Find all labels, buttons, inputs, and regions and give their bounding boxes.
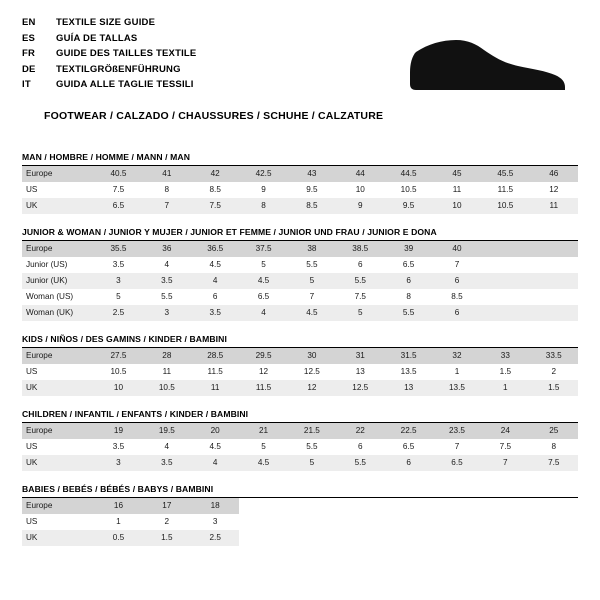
- table-row: [22, 380, 578, 396]
- cell: 7.5: [530, 455, 578, 471]
- cell: 1: [116, 517, 121, 526]
- cell: 42.5: [239, 166, 287, 182]
- cell: 27.5: [94, 348, 142, 364]
- cell: [481, 289, 529, 305]
- cell: 3.5: [191, 305, 239, 321]
- section-junior-woman: [22, 227, 578, 321]
- cell: 6.5: [257, 292, 270, 301]
- language-text-fr: GUIDE DES TAILLES TEXTILE: [56, 48, 197, 59]
- cell: 11: [530, 198, 578, 214]
- size-table-babies: [22, 498, 578, 546]
- cell: 3: [143, 305, 191, 321]
- cell: 46: [530, 166, 578, 182]
- cell: 11: [162, 367, 172, 376]
- cell: 4: [164, 260, 170, 269]
- cell: 22.5: [384, 423, 432, 439]
- cell-empty: [384, 514, 432, 530]
- cell: 38: [288, 241, 336, 257]
- size-table-man: [22, 166, 578, 214]
- language-row-en: [22, 16, 196, 32]
- cell: 5.5: [161, 292, 173, 301]
- cell: 44: [336, 166, 384, 182]
- cell: [530, 273, 578, 289]
- cell: 12: [258, 367, 269, 376]
- cell: 45.5: [481, 166, 529, 182]
- cell: 4.5: [239, 273, 287, 289]
- cell: 8.5: [451, 292, 463, 301]
- cell: 30: [288, 348, 336, 364]
- cell: 1.5: [499, 367, 512, 376]
- cell: 31.5: [384, 348, 432, 364]
- cell: 7.5: [191, 198, 239, 214]
- cell: 6: [384, 273, 432, 289]
- cell: 33: [481, 348, 529, 364]
- cell-empty: [481, 514, 529, 530]
- table-row: [22, 498, 578, 514]
- cell: 13.5: [433, 380, 481, 396]
- cell: 11.5: [239, 380, 287, 396]
- cell: 4.5: [209, 442, 221, 451]
- cell: 31: [336, 348, 384, 364]
- cell: 32: [433, 348, 481, 364]
- cell: 10.5: [143, 380, 191, 396]
- cell: 5.5: [384, 305, 432, 321]
- cell: 33.5: [530, 348, 578, 364]
- cell-empty: [239, 498, 287, 514]
- cell: 2.5: [94, 305, 142, 321]
- cell: 7: [454, 260, 460, 269]
- cell: 5: [336, 305, 384, 321]
- cell: 9.5: [384, 198, 432, 214]
- cell-empty: [288, 530, 336, 546]
- cell: 12.5: [336, 380, 384, 396]
- cell: 5: [116, 292, 121, 301]
- row-label: US: [26, 442, 38, 451]
- cell-empty: [239, 530, 287, 546]
- cell: 23.5: [433, 423, 481, 439]
- section-kids: [22, 334, 578, 396]
- table-row: [22, 455, 578, 471]
- cell: 16: [94, 498, 142, 514]
- row-label: UK: [22, 455, 94, 471]
- size-table-junior-woman: [22, 241, 578, 321]
- cell-empty: [481, 498, 529, 514]
- cell: 17: [143, 498, 191, 514]
- table-row: [22, 182, 578, 198]
- language-row-it: [22, 78, 196, 94]
- cell: 11: [191, 380, 239, 396]
- cell: 40.5: [94, 166, 142, 182]
- cell-empty: [530, 514, 578, 530]
- cell: 4.5: [239, 455, 287, 471]
- cell: [481, 273, 529, 289]
- cell: 8: [164, 185, 170, 194]
- cell: 6: [212, 292, 218, 301]
- cell: [481, 241, 529, 257]
- cell-empty: [433, 498, 481, 514]
- language-code-de: DE: [22, 63, 36, 75]
- cell-empty: [336, 498, 384, 514]
- cell: 36: [143, 241, 191, 257]
- language-text-de: TEXTILGRÖßENFÜHRUNG: [56, 63, 181, 75]
- cell: 19.5: [143, 423, 191, 439]
- cell: 2: [164, 517, 170, 526]
- table-row: [22, 305, 578, 321]
- cell: 5: [261, 442, 266, 451]
- row-label: Woman (UK): [22, 305, 94, 321]
- cell: 41: [143, 166, 191, 182]
- cell: 36.5: [191, 241, 239, 257]
- cell: 3.5: [143, 455, 191, 471]
- language-title-body: [22, 16, 196, 94]
- language-code-es: ES: [22, 32, 36, 44]
- cell: 10.5: [400, 185, 417, 194]
- section-title-children: CHILDREN / INFANTIL / ENFANTS / KINDER / BAMBINI: [22, 408, 249, 419]
- cell: 4: [239, 305, 287, 321]
- cell: 39: [384, 241, 432, 257]
- cell: 20: [191, 423, 239, 439]
- cell: 37.5: [239, 241, 287, 257]
- cell: 7: [454, 442, 460, 451]
- row-label: UK: [22, 530, 94, 546]
- cell: 4: [164, 442, 170, 451]
- cell: 45: [433, 166, 481, 182]
- row-label: Junior (UK): [22, 273, 94, 289]
- cell-empty: [239, 514, 287, 530]
- table-row: [22, 514, 578, 530]
- cell: 38.5: [336, 241, 384, 257]
- size-table-children: [22, 423, 578, 471]
- cell: 11: [452, 185, 462, 194]
- section-babies: [22, 484, 578, 546]
- table-row: [22, 289, 578, 305]
- row-label: US: [26, 367, 38, 376]
- cell: [481, 257, 529, 273]
- page-header: [0, 0, 600, 122]
- cell: [530, 241, 578, 257]
- cell: 5: [288, 273, 336, 289]
- cell-empty: [336, 514, 384, 530]
- cell: 6: [433, 273, 481, 289]
- table-row: [22, 241, 578, 257]
- cell: 7.5: [354, 292, 366, 301]
- cell: 5.5: [336, 455, 384, 471]
- cell-empty: [288, 498, 336, 514]
- cell: 43: [288, 166, 336, 182]
- cell: 22: [336, 423, 384, 439]
- cell: 10: [433, 198, 481, 214]
- cell: 10.5: [481, 198, 529, 214]
- row-label: Junior (US): [26, 260, 68, 269]
- cell: 21.5: [288, 423, 336, 439]
- cell: 2: [551, 367, 557, 376]
- row-label: UK: [22, 380, 94, 396]
- language-text-es: GUÍA DE TALLAS: [56, 32, 138, 44]
- cell: 9: [336, 198, 384, 214]
- row-label: UK: [22, 198, 94, 214]
- cell-empty: [336, 530, 384, 546]
- row-label: Europe: [22, 498, 94, 514]
- cell: 5.5: [306, 260, 318, 269]
- cell: 3: [212, 517, 218, 526]
- cell: 44.5: [384, 166, 432, 182]
- cell: 4.5: [288, 305, 336, 321]
- cell: 13: [355, 367, 365, 376]
- section-title-babies: BABIES / BEBÉS / BÉBÉS / BABYS / BAMBINI: [22, 483, 214, 494]
- cell-empty: [384, 498, 432, 514]
- row-label: US: [26, 517, 38, 526]
- cell-empty: [384, 530, 432, 546]
- cell: 6.5: [402, 442, 415, 451]
- cell: 4: [191, 273, 239, 289]
- cell: [481, 305, 529, 321]
- row-label: Europe: [22, 166, 94, 182]
- cell: 5.5: [336, 273, 384, 289]
- language-title-list: [22, 16, 196, 94]
- cell: [530, 257, 578, 273]
- cell-empty: [288, 514, 336, 530]
- cell: 8.5: [209, 185, 221, 194]
- cell: 1.5: [530, 380, 578, 396]
- cell: 3.5: [143, 273, 191, 289]
- cell: 7: [143, 198, 191, 214]
- cell: 6.5: [433, 455, 481, 471]
- row-label: Europe: [22, 423, 94, 439]
- cell: 8: [239, 198, 287, 214]
- language-code-it: IT: [22, 79, 31, 90]
- cell: 6: [433, 305, 481, 321]
- cell: 6: [357, 442, 363, 451]
- language-code-en: EN: [22, 17, 36, 28]
- cell-empty: [530, 530, 578, 546]
- cell: 10: [355, 185, 365, 194]
- cell: 7: [481, 455, 529, 471]
- language-row-fr: [22, 47, 196, 63]
- cell: 3.5: [112, 260, 125, 269]
- section-title-junior-woman: JUNIOR & WOMAN / JUNIOR Y MUJER / JUNIOR ET FEMME / JUNIOR UND FRAU / JUNIOR E DONA: [22, 226, 437, 237]
- language-text-it: GUIDA ALLE TAGLIE TESSILI: [56, 79, 194, 90]
- cell: 3.5: [112, 442, 125, 451]
- language-text-en: TEXTILE SIZE GUIDE: [56, 17, 156, 28]
- dress-shoe-icon: [372, 22, 572, 102]
- cell: 4: [191, 455, 239, 471]
- cell: 1: [481, 380, 529, 396]
- cell: 8: [551, 442, 557, 451]
- cell: 7: [309, 292, 315, 301]
- cell: 10: [94, 380, 142, 396]
- cell-empty: [481, 530, 529, 546]
- cell: 12: [549, 185, 559, 194]
- cell-empty: [433, 530, 481, 546]
- cell: 13: [384, 380, 432, 396]
- cell: 0.5: [94, 530, 142, 546]
- cell: [530, 305, 578, 321]
- row-label: Woman (US): [26, 292, 74, 301]
- table-row: [22, 257, 578, 273]
- section-title-man: MAN / HOMBRE / HOMME / MANN / MAN: [22, 151, 191, 162]
- cell: 8: [406, 292, 411, 301]
- cell: 18: [191, 498, 239, 514]
- language-code-fr: FR: [22, 48, 36, 59]
- cell: 21: [239, 423, 287, 439]
- cell: 24: [481, 423, 529, 439]
- cell: 12.5: [303, 367, 320, 376]
- table-row: [22, 198, 578, 214]
- cell: 42: [191, 166, 239, 182]
- cell: 7.5: [499, 442, 512, 451]
- cell: 6.5: [402, 260, 415, 269]
- size-sections: [0, 152, 600, 546]
- section-man: [22, 152, 578, 214]
- row-label: Europe: [22, 348, 94, 364]
- cell: 6: [384, 455, 432, 471]
- row-label: US: [26, 185, 38, 194]
- cell: 25: [530, 423, 578, 439]
- cell: 5: [261, 260, 266, 269]
- table-row: [22, 273, 578, 289]
- cell: 11.5: [497, 185, 513, 194]
- cell: 2.5: [191, 530, 239, 546]
- category-line: FOOTWEAR / CALZADO / CHAUSSURES / SCHUHE / CALZATURE: [44, 109, 384, 122]
- cell: [530, 289, 578, 305]
- cell: 9: [261, 185, 266, 194]
- cell: 8.5: [288, 198, 336, 214]
- cell: 13.5: [400, 367, 417, 376]
- cell: 19: [94, 423, 142, 439]
- cell-empty: [530, 498, 578, 514]
- cell: 11.5: [207, 367, 223, 376]
- cell: 35.5: [94, 241, 142, 257]
- section-title-kids: KIDS / NIÑOS / DES GAMINS / KINDER / BAMBINI: [22, 333, 227, 344]
- section-children: [22, 409, 578, 471]
- cell: 5: [288, 455, 336, 471]
- cell: 9.5: [306, 185, 318, 194]
- cell: 3: [94, 273, 142, 289]
- language-row-de: [22, 63, 196, 79]
- cell: 12: [288, 380, 336, 396]
- table-row: [22, 364, 578, 380]
- table-row: [22, 423, 578, 439]
- cell: 28.5: [191, 348, 239, 364]
- cell-empty: [433, 514, 481, 530]
- cell: 7.5: [112, 185, 125, 194]
- table-row: [22, 439, 578, 455]
- cell: 29.5: [239, 348, 287, 364]
- cell: 6.5: [94, 198, 142, 214]
- cell: 10.5: [110, 367, 127, 376]
- table-row: [22, 530, 578, 546]
- cell: 28: [143, 348, 191, 364]
- cell: 40: [433, 241, 481, 257]
- cell: 1.5: [143, 530, 191, 546]
- language-row-es: [22, 32, 196, 48]
- cell: 5.5: [306, 442, 318, 451]
- cell: 4.5: [209, 260, 221, 269]
- size-table-kids: [22, 348, 578, 396]
- cell: 1: [454, 367, 460, 376]
- row-label: Europe: [22, 241, 94, 257]
- cell: 3: [94, 455, 142, 471]
- table-row: [22, 348, 578, 364]
- cell: 6: [357, 260, 363, 269]
- table-row: [22, 166, 578, 182]
